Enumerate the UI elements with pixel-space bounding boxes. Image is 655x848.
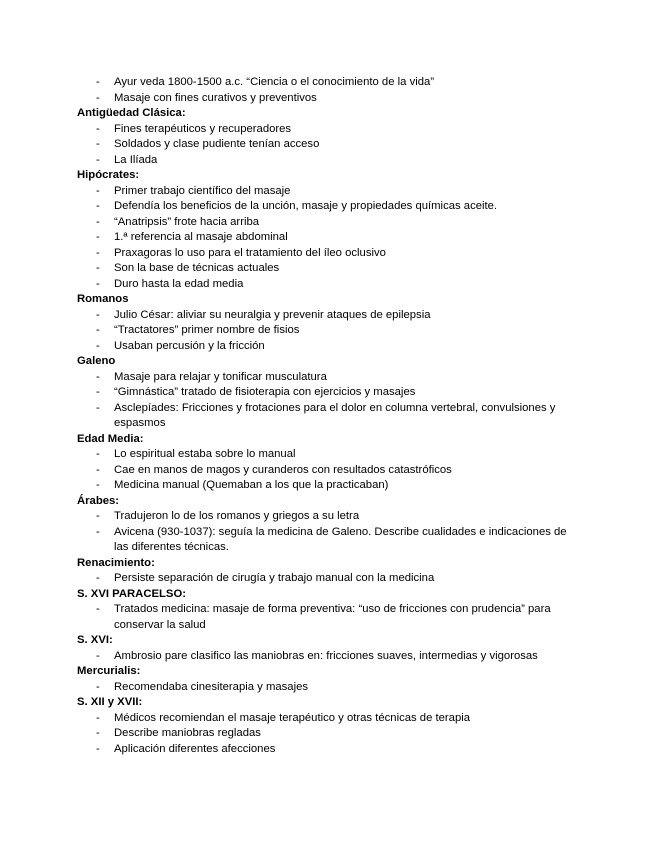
list-item-text: Ambrosio pare clasifico las maniobras en: fricciones suaves, intermedias y vigorosas [114, 649, 538, 662]
list-item-text: Soldados y clase pudiente tenían acceso [114, 138, 320, 150]
bullet-list [77, 75, 582, 106]
list-item-text: Praxagoras lo uso para el tratamiento del íleo oclusivo [114, 246, 386, 259]
dash-bullet-icon: - [96, 742, 100, 755]
list-item [77, 525, 582, 556]
list-item-text: Defendía los beneficios de la unción, masaje y propiedades químicas aceite. [114, 200, 498, 212]
dash-bullet-icon: - [96, 215, 100, 228]
list-item-text: “Anatripsis” frote hacia arriba [114, 215, 260, 228]
list-item-text: Usaban percusión y la fricción [114, 339, 265, 352]
list-item [77, 571, 582, 587]
list-item [77, 447, 582, 463]
list-item [77, 509, 582, 525]
list-item [77, 230, 582, 246]
dash-bullet-icon: - [96, 711, 100, 724]
list-item [77, 401, 582, 432]
dash-bullet-icon: - [96, 324, 100, 336]
list-item-text: Son la base de técnicas actuales [114, 262, 280, 274]
list-item-text: Asclepíades: Fricciones y frotaciones para el dolor en columna vertebral, convulsiones y espasmos [114, 401, 556, 429]
section-heading: Galeno [77, 355, 116, 367]
dash-bullet-icon: - [96, 262, 100, 274]
bullet-list [77, 509, 582, 556]
dash-bullet-icon: - [96, 339, 100, 352]
list-item-text: Lo espiritual estaba sobre lo manual [114, 448, 296, 460]
list-item [77, 137, 582, 153]
section-heading: Antigüedad Clásica: [77, 107, 186, 119]
dash-bullet-icon: - [96, 572, 100, 584]
section-heading: S. XII y XVII: [77, 696, 143, 708]
section-heading: Hipócrates: [77, 169, 140, 181]
list-item [77, 153, 582, 169]
list-item [77, 711, 582, 727]
list-item [77, 339, 582, 355]
list-item-text: Fines terapéuticos y recuperadores [114, 122, 292, 135]
list-item-text: “Gimnástica” tratado de fisioterapia con ejercicios y masajes [114, 386, 416, 398]
bullet-list [77, 370, 582, 432]
section-heading: Edad Media: [77, 432, 144, 445]
list-item [77, 308, 582, 324]
bullet-list [77, 571, 582, 587]
bullet-list [77, 711, 582, 758]
list-item [77, 215, 582, 231]
list-item [77, 602, 582, 633]
bullet-list [77, 602, 582, 633]
list-item [77, 246, 582, 262]
list-item [77, 680, 582, 696]
section-heading: S. XVI PARACELSO: [77, 587, 187, 600]
list-item-text: Recomendaba cinesiterapia y masajes [114, 680, 309, 693]
document-body [77, 75, 582, 757]
dash-bullet-icon: - [96, 603, 100, 615]
list-item [77, 742, 582, 758]
dash-bullet-icon: - [96, 184, 100, 197]
list-item-text: Julio César: aliviar su neuralgia y prevenir ataques de epilepsia [114, 308, 431, 321]
section-heading: Árabes: [77, 494, 120, 507]
bullet-list [77, 308, 582, 355]
list-item-text: Primer trabajo científico del masaje [114, 184, 291, 197]
bullet-list [77, 447, 582, 494]
list-item-text: Masaje con fines curativos y preventivos [114, 91, 317, 104]
list-item-text: Cae en manos de magos y curanderos con resultados catastróficos [114, 463, 452, 476]
list-item-text: Masaje para relajar y tonificar musculatura [114, 370, 327, 383]
dash-bullet-icon: - [96, 510, 100, 522]
list-item-text: Tratados medicina: masaje de forma preventiva: “uso de fricciones con prudencia” para conservar la salud [114, 603, 551, 631]
list-item-text: Medicina manual (Quemaban a los que la practicaban) [114, 479, 389, 491]
list-item-text: Duro hasta la edad media [114, 277, 244, 290]
dash-bullet-icon: - [96, 138, 100, 150]
dash-bullet-icon: - [96, 153, 100, 166]
list-item [77, 277, 582, 293]
list-item [77, 122, 582, 138]
dash-bullet-icon: - [96, 122, 100, 135]
dash-bullet-icon: - [96, 386, 100, 398]
list-item [77, 261, 582, 277]
list-item [77, 199, 582, 215]
bullet-list [77, 680, 582, 696]
list-item [77, 75, 582, 91]
dash-bullet-icon: - [96, 308, 100, 321]
bullet-list [77, 184, 582, 293]
list-item-text: La Ilíada [114, 153, 158, 166]
list-item-text: Avicena (930-1037): seguía la medicina de Galeno. Describe cualidades e indicaciones de las diferentes técnicas. [114, 525, 567, 553]
list-item-text: Ayur veda 1800-1500 a.c. “Ciencia o el conocimiento de la vida” [114, 76, 435, 88]
dash-bullet-icon: - [96, 525, 100, 538]
list-item [77, 726, 582, 742]
dash-bullet-icon: - [96, 246, 100, 259]
dash-bullet-icon: - [96, 479, 100, 491]
list-item-text: “Tractatores” primer nombre de fisios [114, 324, 300, 336]
list-item [77, 323, 582, 339]
dash-bullet-icon: - [96, 231, 100, 243]
section-heading: Mercurialis: [77, 665, 141, 677]
dash-bullet-icon: - [96, 727, 100, 739]
dash-bullet-icon: - [96, 200, 100, 212]
list-item [77, 478, 582, 494]
list-item-text: Persiste separación de cirugía y trabajo manual con la medicina [114, 572, 435, 584]
dash-bullet-icon: - [96, 370, 100, 383]
section-heading: Renacimiento: [77, 556, 155, 569]
dash-bullet-icon: - [96, 649, 100, 662]
bullet-list [77, 649, 582, 665]
dash-bullet-icon: - [96, 76, 100, 88]
list-item [77, 184, 582, 200]
list-item-text: Describe maniobras regladas [114, 727, 261, 739]
list-item-text: Tradujeron lo de los romanos y griegos a su letra [114, 510, 360, 522]
list-item [77, 385, 582, 401]
list-item-text: Médicos recomiendan el masaje terapéutico y otras técnicas de terapia [114, 711, 471, 724]
section-heading: Romanos [77, 293, 129, 305]
dash-bullet-icon: - [96, 680, 100, 693]
dash-bullet-icon: - [96, 91, 100, 104]
list-item [77, 370, 582, 386]
list-item-text: 1.ª referencia al masaje abdominal [114, 231, 288, 243]
list-item-text: Aplicación diferentes afecciones [114, 742, 276, 755]
dash-bullet-icon: - [96, 277, 100, 290]
bullet-list [77, 122, 582, 169]
dash-bullet-icon: - [96, 401, 100, 414]
dash-bullet-icon: - [96, 463, 100, 476]
section-heading: S. XVI: [77, 634, 113, 646]
list-item [77, 463, 582, 479]
dash-bullet-icon: - [96, 448, 100, 460]
list-item [77, 649, 582, 665]
list-item [77, 91, 582, 107]
